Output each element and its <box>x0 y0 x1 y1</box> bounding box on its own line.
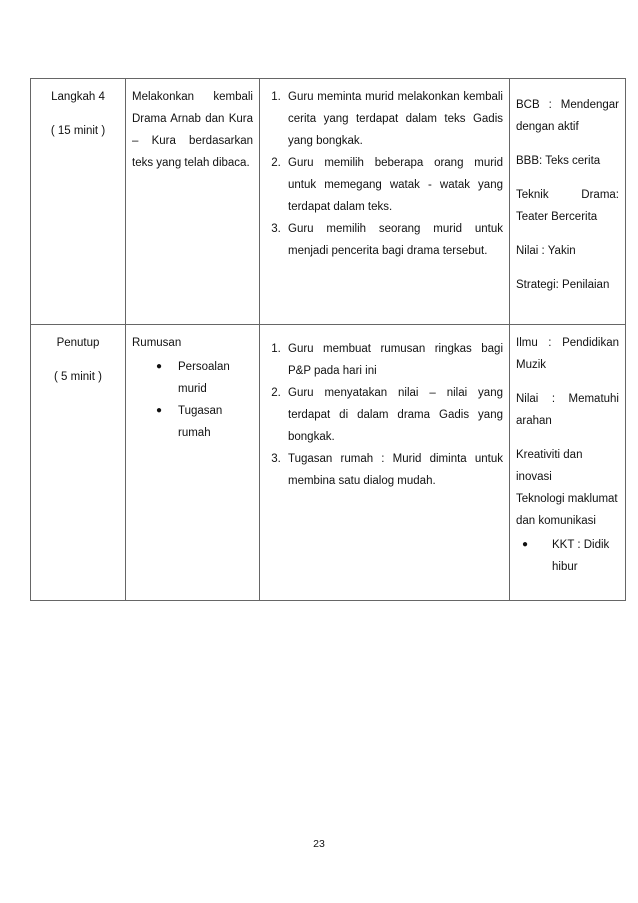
note-item: Nilai : Yakin <box>516 245 576 257</box>
content-title: Rumusan <box>132 337 182 349</box>
step-item: 1. Guru membuat rumusan ringkas bagi P&P pada hari ini <box>284 338 503 382</box>
page-number: 23 <box>313 838 325 850</box>
content-bullet-list <box>132 356 253 444</box>
note-item: Teknik Drama: Teater Bercerita <box>516 189 619 223</box>
steps-list <box>266 338 503 492</box>
step-item: 3. Guru memilih seorang murid untuk menjadi pencerita bagi drama tersebut. <box>284 218 503 262</box>
bullet-icon: ● <box>156 361 163 372</box>
note-item: Strategi: Penilaian <box>516 279 610 291</box>
steps-cell <box>260 79 510 325</box>
list-item: ● Tugasan rumah <box>178 400 253 444</box>
note-item: BCB : Mendengar dengan aktif <box>516 99 619 133</box>
stage-label: Penutup <box>56 337 100 349</box>
note-item: Teknologi maklumat dan komunikasi <box>516 493 618 527</box>
steps-list <box>266 86 503 262</box>
list-item: ● Persoalan murid <box>178 356 253 400</box>
content-cell <box>126 79 260 325</box>
table-row <box>31 79 626 325</box>
step-item: 1. Guru meminta murid melakonkan kembali cerita yang terdapat dalam teks Gadis yang bongkak. <box>284 86 503 152</box>
stage-label: Langkah 4 <box>51 91 105 103</box>
stage-time: ( 5 minit ) <box>54 371 102 383</box>
list-item: ● KKT : Didik hibur <box>516 534 619 578</box>
step-item: 2. Guru menyatakan nilai – nilai yang terdapat di dalam drama Gadis yang bongkak. <box>284 382 503 448</box>
step-item: 3. Tugasan rumah : Murid diminta untuk membina satu dialog mudah. <box>284 448 503 492</box>
stage-time: ( 15 minit ) <box>50 125 106 137</box>
notes-cell <box>510 325 626 601</box>
bullet-icon: ● <box>156 405 163 416</box>
stage-cell <box>31 325 126 601</box>
notes-cell <box>510 79 626 325</box>
stage-cell <box>31 79 126 325</box>
steps-cell <box>260 325 510 601</box>
note-item: Nilai : Mematuhi arahan <box>516 393 619 427</box>
bullet-icon: ● <box>522 539 529 550</box>
content-text: Melakonkan kembali Drama Arnab dan Kura – Kura berdasarkan teks yang telah dibaca. <box>132 91 253 169</box>
step-item: 2. Guru memilih beberapa orang murid untuk memegang watak - watak yang terdapat dalam teks. <box>284 152 503 218</box>
note-item: Kreativiti dan inovasi <box>516 449 583 483</box>
note-item: BBB: Teks cerita <box>516 155 601 167</box>
lesson-plan-table <box>30 78 626 601</box>
table-row <box>31 325 626 601</box>
content-cell <box>126 325 260 601</box>
note-item: Ilmu : Pendidikan Muzik <box>516 337 619 371</box>
